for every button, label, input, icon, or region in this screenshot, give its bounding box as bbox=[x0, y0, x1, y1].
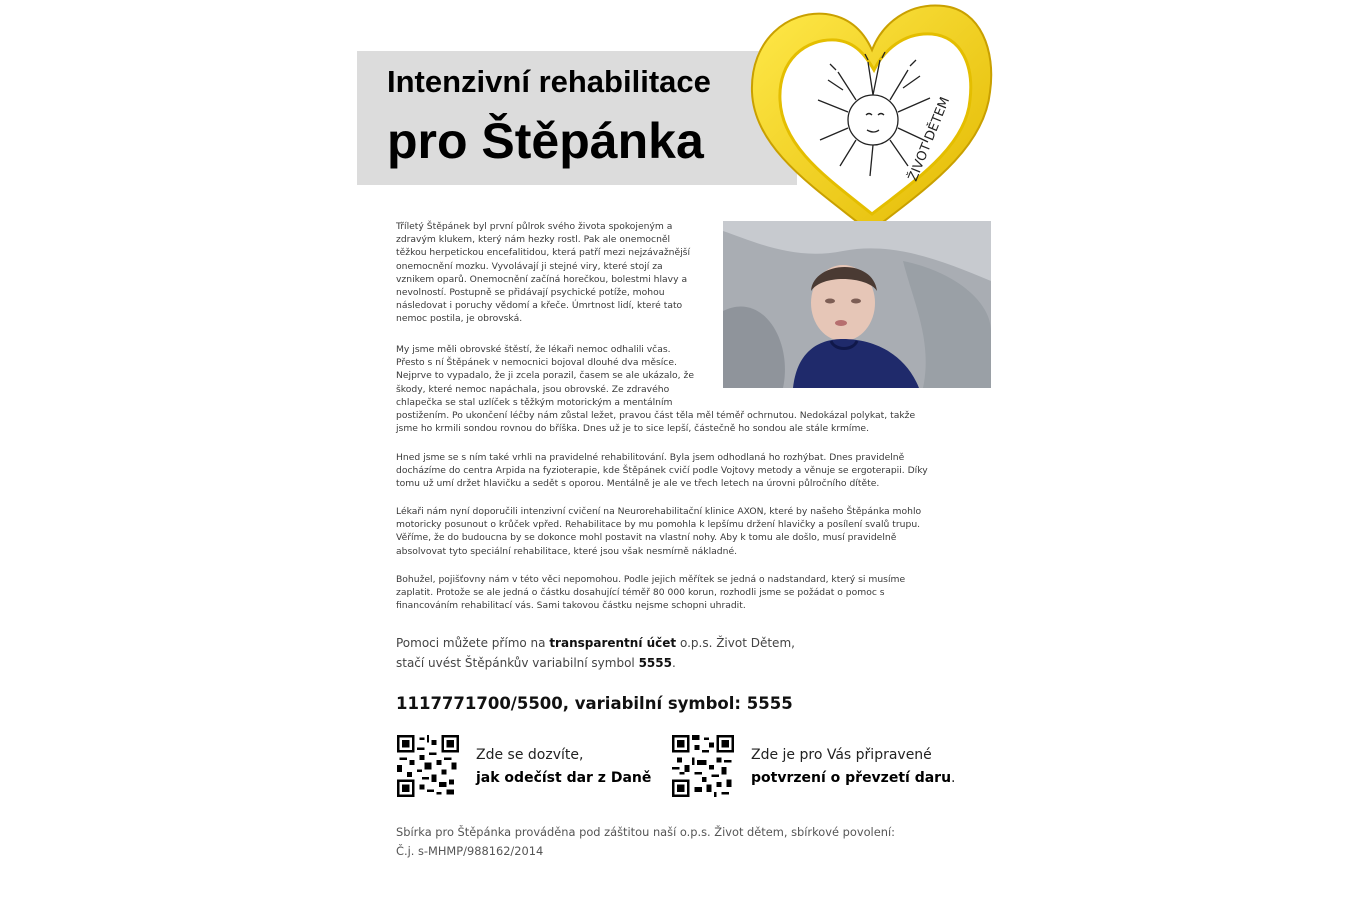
paragraph-5: Bohužel, pojišťovny nám v této věci nepomohou. Podle jejich měřítek se jedná o nadstandard, který si musíme zaplatit. Protože se ale jedná o částku dosahující téměř 80 000 korun, rozhodli jsme se požádat o pomoc s financováním rehabilitací vás. Sami takovou částku nejsme schopni uhradit. bbox=[396, 574, 906, 612]
qr1-link[interactable]: jak odečíst dar z Daně bbox=[476, 770, 652, 786]
paragraph-4: Lékaři nám nyní doporučili intenzivní cvičení na Neurorehabilitační klinice AXON, které by našeho Štěpánka mohlo motoricky posunout o krůček vpřed. Rehabilitace by mu pomohla k lepšímu držení hlavičky a posílení svalů trupu. Věříme, že do budoucna by se dokonce mohl postavit na vlastní nohy. Aby k tomu ale došlo, musí pravidelně absolvovat tyto speciální rehabilitace, které jsou však nesmírně nákladné. bbox=[396, 506, 922, 557]
paragraph-2-continued: postižením. Po ukončení léčby nám zůstal ležet, pravou část těla měl téměř ochrnutou. Nedokázal polykat, takže jsme ho krmili sondou rovnou do bříška. Dnes už je to sice lepší, částečně ho sondou ale stále krmíme. bbox=[396, 410, 916, 435]
paragraph-2: My jsme měli obrovské štěstí, že lékaři nemoc odhalili včas. Přesto s ní Štěpánek v nemocnici bojoval dlouhé dva měsíce. Nejprve to vypadalo, že ji zcela porazil, časem se ale ukázalo, že škody, které nemoc napáchala, jsou obrovské. Ze zdravého chlapečka se stal uzlíček s těžkým motorickým a mentálním bbox=[396, 344, 694, 408]
paragraph-1: Tříletý Štěpánek byl první půlrok svého života spokojeným a zdravým klukem, který nám hezky rostl. Pak ale onemocněl těžkou herpetickou encefalitidou, která patří mezi nejzávažnější onemocnění mozku. Vyvolávají ji stejné viry, které stojí za vznikem oparů. Onemocnění začíná horečkou, bolestmi hlavy a nevolností. Postupně se přidávají psychické potíže, mohou následovat i poruchy vědomí a křeče. Úmrtnost lidí, které tato nemoc postila, je obrovská. bbox=[396, 221, 691, 325]
paragraph-3: Hned jsme se s ním také vrhli na pravidelné rehabilitování. Byla jsem odhodlaná ho rozhýbat. Dnes pravidelně docházíme do centra Arpida na fyzioterapie, kde Štěpánek cvičí podle Vojtovy metody a věnuje se ergoterapii. Díky tomu už umí držet hlavičku a sedět s oporou. Mentálně je ale ve třech letech na úrovni půlročního dítěte. bbox=[396, 452, 928, 490]
variable-symbol: 5555 bbox=[638, 656, 672, 670]
qr2-link[interactable]: potvrzení o převzetí daru bbox=[751, 770, 952, 786]
qr2-caption: Zde je pro Vás připravené potvrzení o převzetí daru. bbox=[751, 747, 956, 786]
qr-code-icon[interactable] bbox=[672, 735, 734, 797]
bank-account-line: 1117771700/5500, variabilní symbol: 5555 bbox=[396, 694, 793, 713]
qr1-caption: Zde se dozvíte, jak odečíst dar z Daně bbox=[476, 747, 652, 786]
transparent-account-label: transparentní účet bbox=[549, 636, 677, 650]
collection-permit-footer: Sbírka pro Štěpánka prováděna pod záštitou naší o.p.s. Život dětem, sbírkové povolení: Č.j. s-MHMP/988162/2014 bbox=[396, 825, 895, 858]
page-title-line2: pro Štěpánka bbox=[387, 113, 704, 169]
child-photo bbox=[723, 221, 991, 388]
qr-code-icon[interactable] bbox=[397, 735, 459, 797]
donation-instructions: Pomoci můžete přímo na transparentní účet o.p.s. Život Dětem, stačí uvést Štěpánkův variabilní symbol 5555. bbox=[396, 636, 795, 670]
heart-sun-logo bbox=[748, 0, 993, 235]
page-title-line1: Intenzivní rehabilitace bbox=[387, 64, 711, 99]
logo-text: ŽIVOT DĚTEM bbox=[905, 95, 954, 184]
